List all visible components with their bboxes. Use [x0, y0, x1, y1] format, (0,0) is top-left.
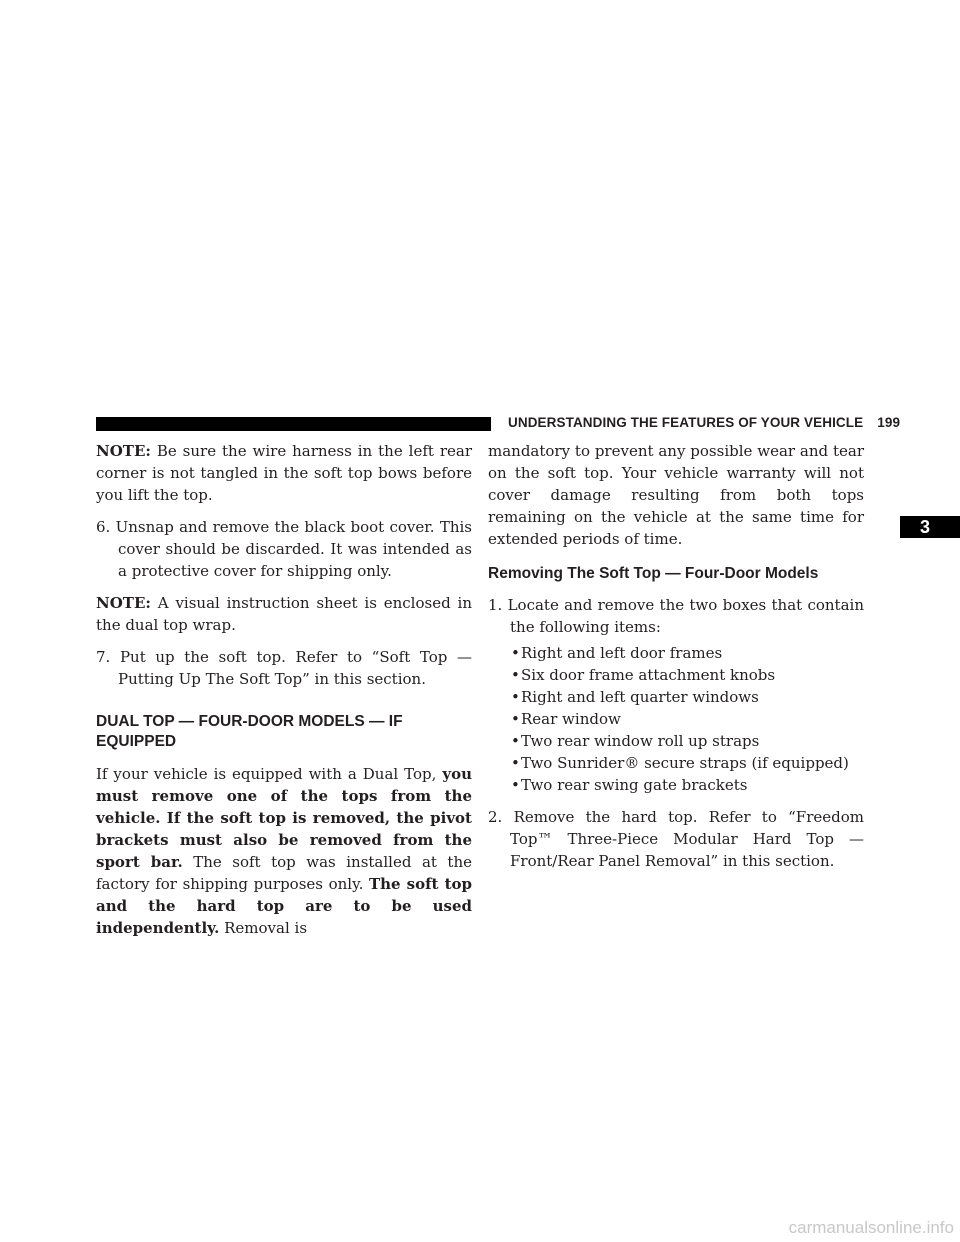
section-heading-dual-top: DUAL TOP — FOUR-DOOR MODELS — IF EQUIPPED [96, 713, 403, 750]
list-item-text: Six door frame attachment knobs [521, 666, 776, 684]
list-item [511, 730, 864, 752]
list-item-text: Right and left quarter windows [521, 688, 759, 706]
step-7: 7. Put up the soft top. Refer to “Soft Top — Putting Up The Soft Top” in this section. [96, 648, 472, 688]
list-item [511, 708, 864, 730]
note-label: NOTE: [96, 442, 151, 460]
step-1: 1. Locate and remove the two boxes that contain the following items: [488, 596, 864, 636]
note-wire-harness [96, 440, 472, 506]
right-column [488, 440, 864, 882]
running-header [508, 415, 900, 430]
para-text: The soft top was installed at the factory for shipping purposes only. [96, 853, 473, 893]
watermark: carmanualsonline.info [788, 1218, 954, 1237]
bullet-icon: • [511, 732, 520, 750]
note-text: A visual instruction sheet is enclosed in the dual top wrap. [96, 594, 472, 634]
list-item [511, 664, 864, 686]
para-text: If your vehicle is equipped with a Dual Top, [96, 765, 443, 783]
note-label: NOTE: [96, 594, 151, 612]
list-item [511, 752, 864, 774]
bullet-icon: • [511, 666, 520, 684]
bullet-icon: • [511, 644, 520, 662]
list-item-text: Two rear window roll up straps [521, 732, 760, 750]
step-2: 2. Remove the hard top. Refer to “Freedom Top™ Three-Piece Modular Hard Top — Front/Rear Panel Removal” in this section. [488, 808, 864, 870]
list-item [511, 686, 864, 708]
subsection-heading-removing-soft-top: Removing The Soft Top — Four-Door Models [488, 565, 819, 582]
para-bold: The soft top and the hard top are to be used independently. [96, 875, 472, 937]
bullet-icon: • [511, 710, 520, 728]
items-list [488, 642, 864, 796]
left-column [96, 440, 472, 949]
note-text: Be sure the wire harness in the left rear corner is not tangled in the soft top bows before you lift the top. [96, 442, 472, 504]
dual-top-paragraph-continued: mandatory to prevent any possible wear and tear on the soft top. Your vehicle warranty will not cover damage resulting from both tops remaining on the vehicle at the same time for extended periods of time. [488, 442, 864, 548]
note-instruction-sheet [96, 592, 472, 636]
list-item-text: Two rear swing gate brackets [521, 776, 748, 794]
bullet-icon: • [511, 688, 520, 706]
list-item-text: Two Sunrider® secure straps (if equipped) [521, 754, 849, 772]
list-item [511, 642, 864, 664]
list-item-text: Rear window [521, 710, 621, 728]
para-text: Removal is [219, 919, 308, 937]
list-item-text: Right and left door frames [521, 644, 723, 662]
dual-top-paragraph [96, 763, 472, 939]
para-bold: you must remove one of the tops from the vehicle. If the soft top is removed, the pivot brackets must also be removed from the sport bar. [96, 765, 472, 871]
bullet-icon: • [511, 754, 520, 772]
page-number: 199 [877, 415, 901, 430]
step-6: 6. Unsnap and remove the black boot cover. This cover should be discarded. It was intended as a protective cover for shipping only. [96, 518, 472, 580]
header-rule [96, 417, 491, 431]
header-title: UNDERSTANDING THE FEATURES OF YOUR VEHICLE [508, 415, 864, 430]
bullet-icon: • [511, 776, 520, 794]
chapter-tab: 3 [900, 516, 960, 538]
list-item [511, 774, 864, 796]
